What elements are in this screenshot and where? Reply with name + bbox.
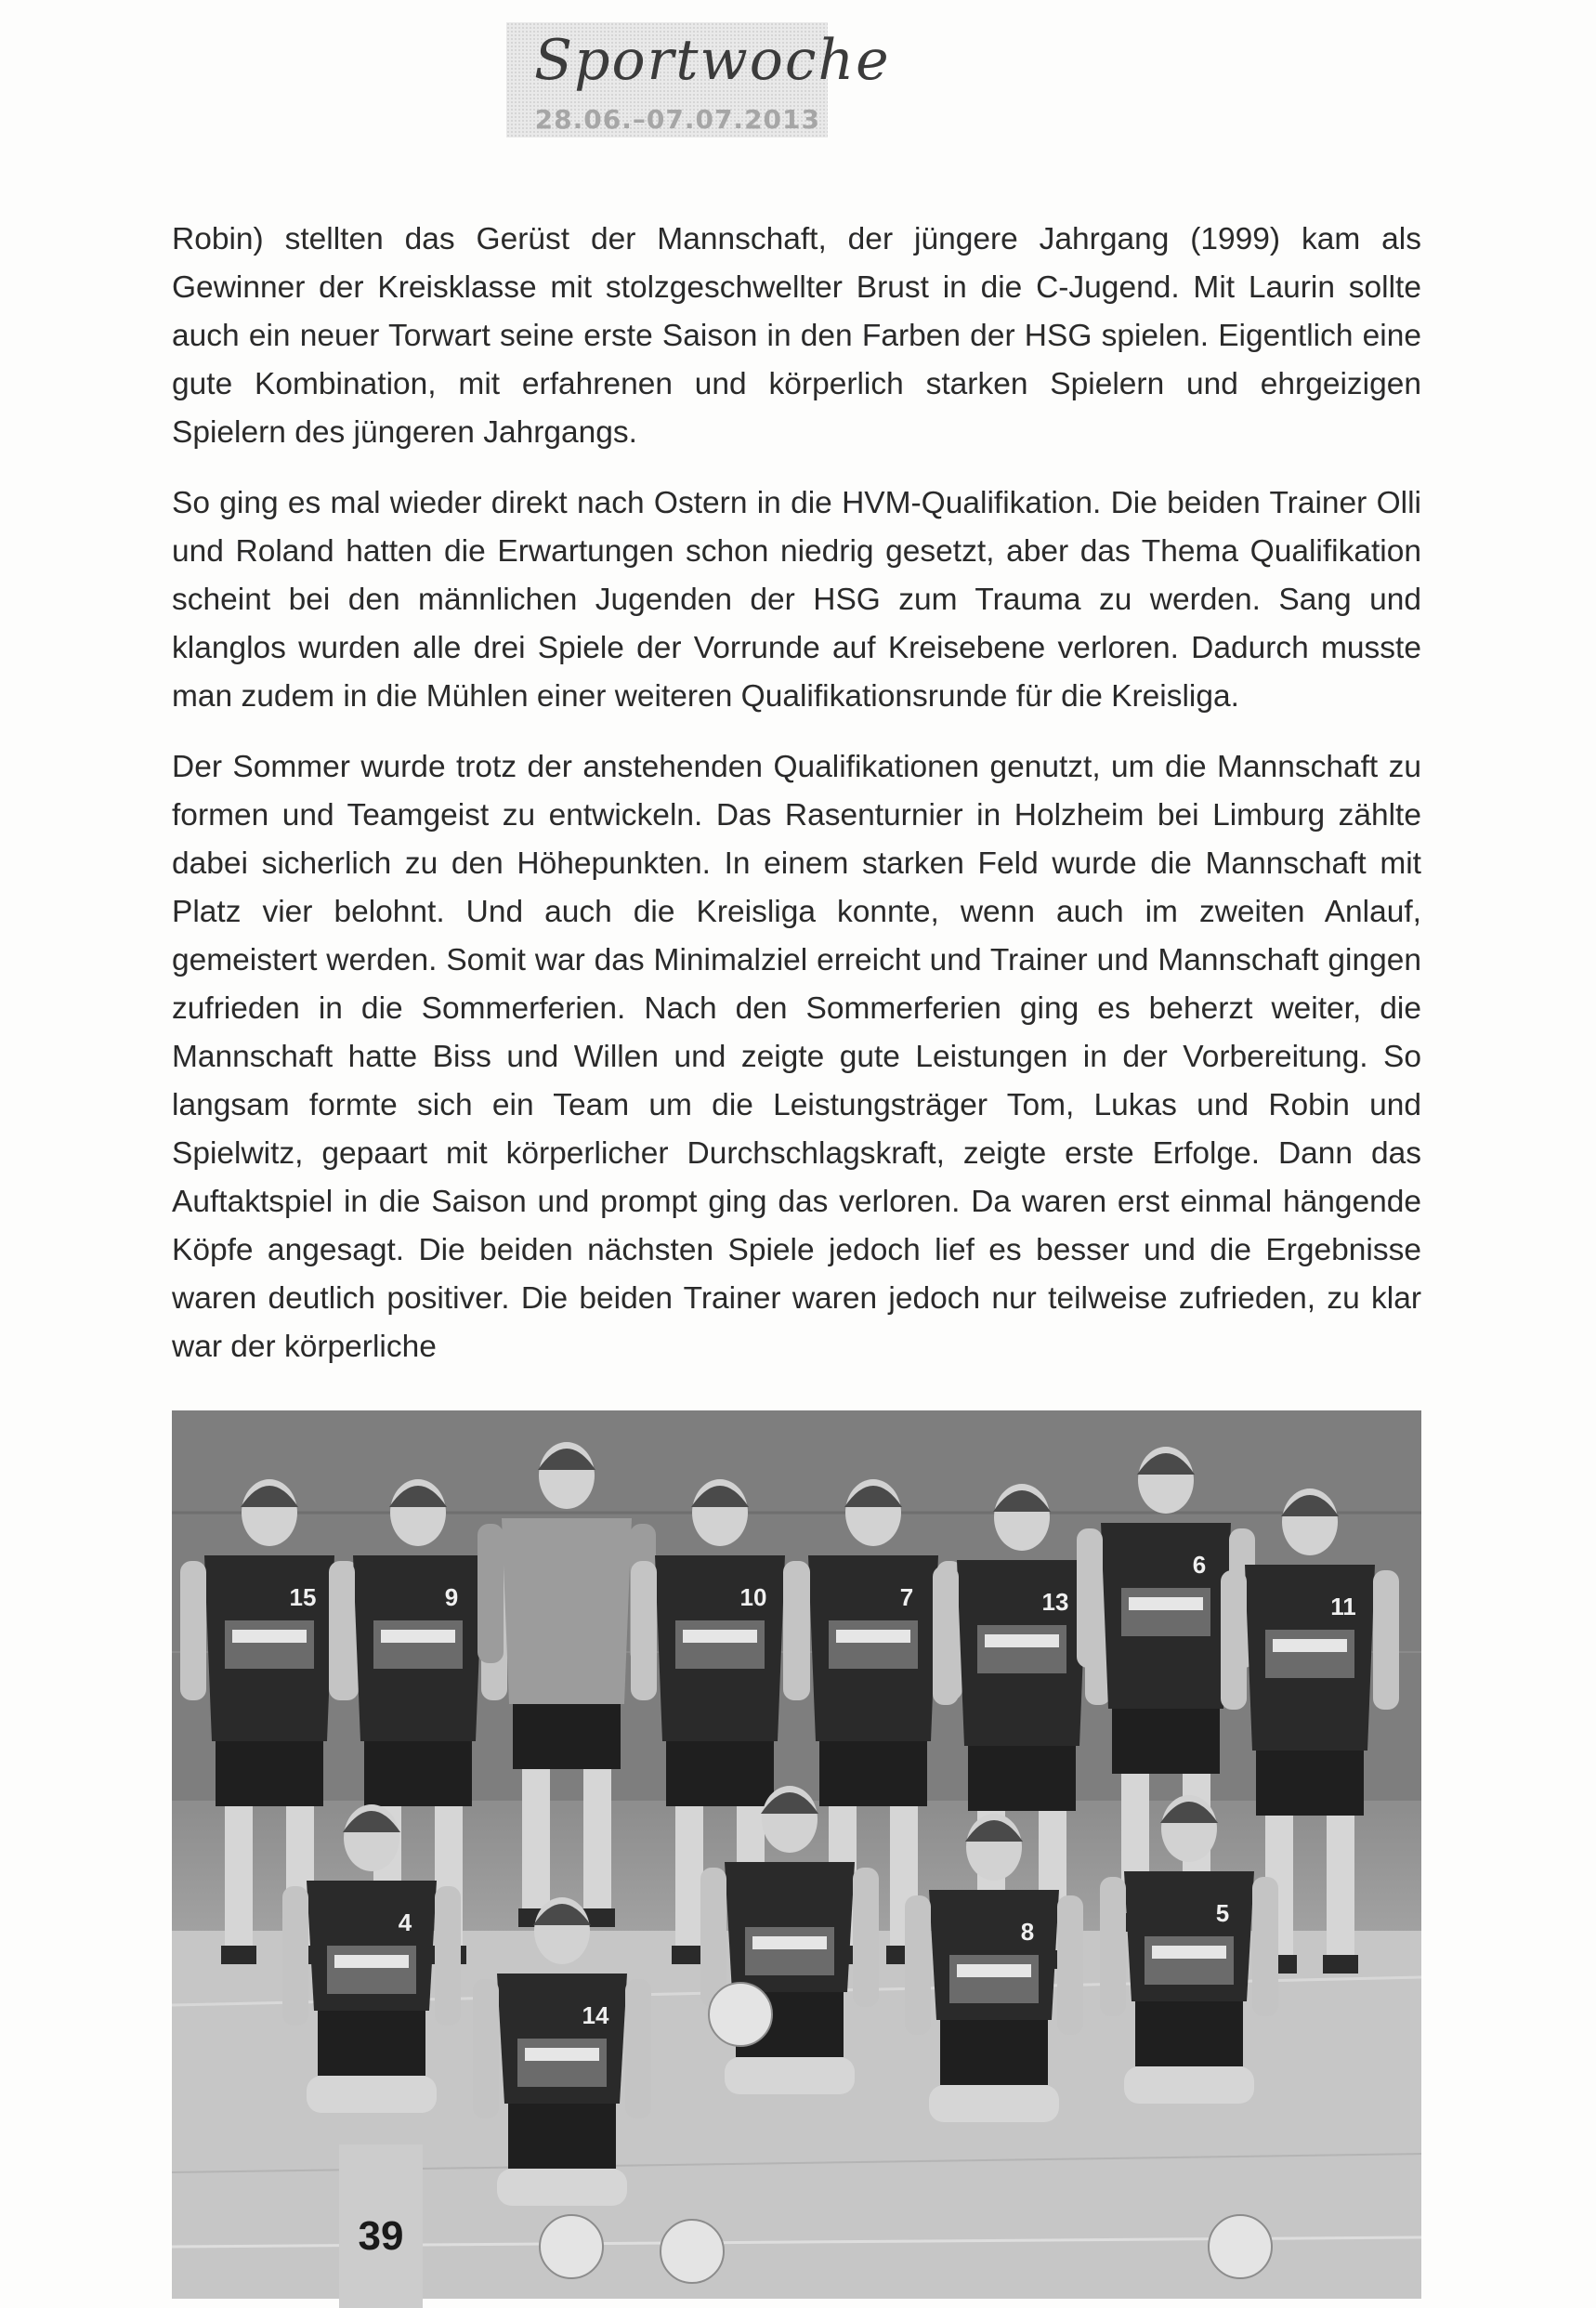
jersey-number: 5 <box>1215 1899 1230 1927</box>
jersey-number: 8 <box>1020 1918 1035 1946</box>
jersey-number: 6 <box>1192 1551 1207 1579</box>
jersey-number: 4 <box>398 1908 412 1936</box>
handball <box>1209 2215 1272 2278</box>
handball <box>661 2220 724 2283</box>
magazine-title: Sportwoche <box>534 28 891 93</box>
jersey-number: 11 <box>1330 1593 1356 1620</box>
page-number-box <box>339 2144 423 2308</box>
jersey-number: 7 <box>899 1583 914 1611</box>
jersey-number: 13 <box>1041 1588 1069 1616</box>
issue-date: 28.06.–07.07.2013 <box>534 104 820 135</box>
handball <box>540 2215 603 2278</box>
jersey-number: 9 <box>444 1583 459 1611</box>
magazine-header <box>506 22 891 138</box>
article-body <box>172 216 1421 1394</box>
handball <box>709 1983 772 2046</box>
page-number: 39 <box>358 2213 404 2259</box>
jersey-number: 14 <box>582 2001 609 2029</box>
paragraph: Robin) stellten das Gerüst der Mannschaft, der jüngere Jahrgang (1999) kam als Gewinner der Kreisklasse mit stolzgeschwellter Brust in die C-Jugend. Mit Laurin sollte auch ein neuer Torwart seine erste Saison in den Farben der HSG spielen. Eigentlich eine gute Kombination, mit erfahrenen und körperlich starken Spielern und ehrgeizigen Spielern des jüngeren Jahrgangs. <box>172 222 1421 450</box>
jersey-number: 10 <box>739 1583 767 1611</box>
jersey-number: 15 <box>289 1583 317 1611</box>
paragraph: Der Sommer wurde trotz der anstehenden Qualifikationen genutzt, um die Mannschaft zu formen und Teamgeist zu entwickeln. Das Rasenturnier in Holzheim bei Limburg zählte dabei sicherlich zu den Höhepunkten. In einem starken Feld wurde die Mannschaft mit Platz vier belohnt. Und auch die Kreisliga konnte, wenn auch im zweiten Anlauf, gemeistert werden. Somit war das Minimalziel erreicht und Trainer und Mannschaft gingen zufrieden in die Sommerferien. Nach den Sommerferien ging es beherzt weiter, die Mannschaft hatte Biss und Willen und zeigte gute Leistungen in der Vorbereitung. So langsam formte sich ein Team um die Leistungsträger Tom, Lukas und Robin und Spielwitz, gepaart mit körperlicher Durchschlagskraft, zeigte erste Erfolge. Dann das Auftaktspiel in die Saison und prompt ging das verloren. Da waren erst einmal hängende Köpfe angesagt. Die beiden nächsten Spiele jedoch lief es besser und die Ergebnisse waren deutlich positiver. Die beiden Trainer waren jedoch nur teilweise zufrieden, zu klar war der körperliche <box>172 750 1421 1364</box>
paragraph: So ging es mal wieder direkt nach Ostern in die HVM-Qualifikation. Die beiden Trainer Olli und Roland hatten die Erwartungen schon niedrig gesetzt, aber das Thema Qualifikation scheint bei den männlichen Jugenden der HSG zum Trauma zu werden. Sang und klanglos wurden alle drei Spiele der Vorrunde auf Kreisebene verloren. Dadurch musste man zudem in die Mühlen einer weiteren Qualifikationsrunde für die Kreisliga. <box>172 486 1421 714</box>
